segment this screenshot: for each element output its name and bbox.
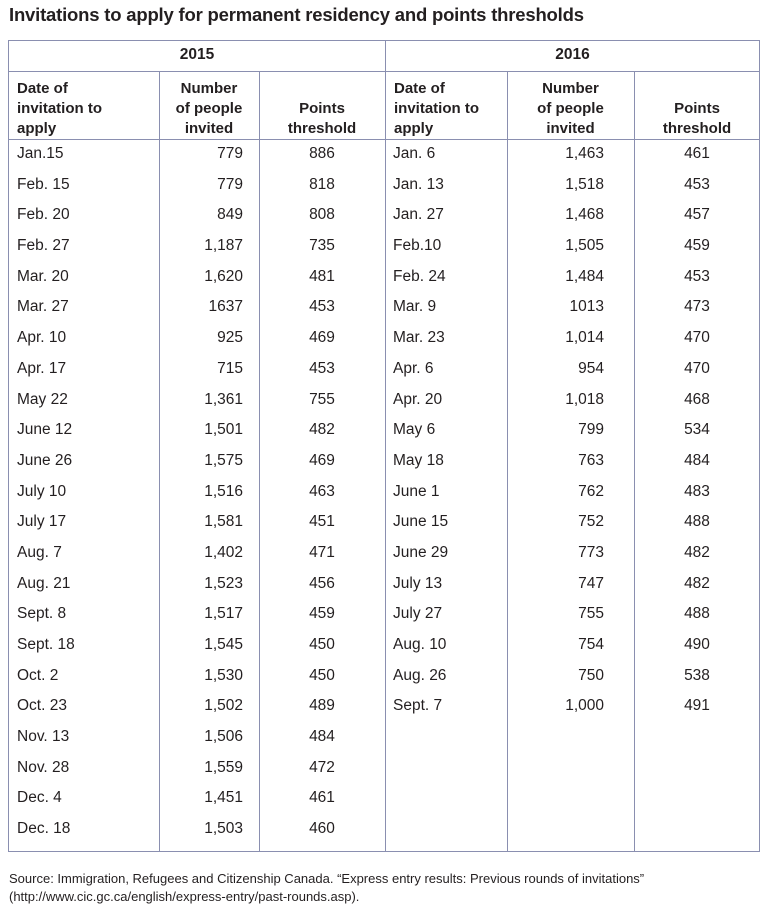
table-row [385,329,760,360]
number-invited-cell: 1,502 [204,697,243,715]
points-threshold-cell: 818 [309,175,335,193]
date-cell: Mar. 27 [17,298,69,316]
date-cell: Mar. 9 [393,298,437,316]
number-invited-cell: 1,516 [204,482,243,500]
table-row [9,206,385,237]
number-invited-cell: 1,575 [204,451,243,469]
date-cell: Mar. 23 [393,329,445,347]
table-row [9,483,385,514]
points-threshold-cell: 808 [309,206,335,224]
header-date-2015 [17,79,157,139]
table-row [385,360,760,391]
number-invited-cell: 779 [217,175,243,193]
date-cell: May 22 [17,390,68,408]
table-row [385,176,760,207]
date-cell: Apr. 17 [17,359,67,377]
header-number-2015 [159,79,259,139]
number-invited-cell: 1,503 [204,820,243,838]
number-invited-cell: 1013 [569,298,604,316]
date-cell: Feb. 15 [17,175,70,193]
date-cell: May 6 [393,421,436,439]
year-header-divider [9,71,759,72]
points-threshold-cell: 489 [309,697,335,715]
date-cell: Dec. 18 [17,820,71,838]
points-threshold-cell: 484 [309,728,335,746]
date-cell: Jan. 27 [393,206,444,224]
points-threshold-cell: 453 [309,298,335,316]
table-row [9,145,385,176]
date-cell: Sept. 8 [17,605,67,623]
table-row [385,206,760,237]
header-line: of people [175,100,243,117]
table-row [9,268,385,299]
header-line: invited [184,120,234,137]
number-invited-cell: 1,018 [565,390,604,408]
date-cell: June 1 [393,482,440,500]
header-line: apply [17,120,57,137]
date-cell: Apr. 10 [17,329,67,347]
number-invited-cell: 1,014 [565,329,604,347]
table-row [9,697,385,728]
points-threshold-cell: 453 [309,359,335,377]
date-cell: Feb.10 [393,237,442,255]
number-invited-cell: 1,468 [565,206,604,224]
table-row [9,544,385,575]
table-row [9,789,385,820]
points-threshold-cell: 484 [684,451,710,469]
source-note: Source: Immigration, Refugees and Citizenship Canada. “Express entry results: Previous rounds of invitations” (http://www.cic.gc.ca/english/express-entry/past-rounds.asp). [9,871,645,904]
number-invited-cell: 750 [578,666,604,684]
number-invited-cell: 1,000 [565,697,604,715]
points-threshold-cell: 481 [309,267,335,285]
table-row [9,820,385,851]
number-invited-cell: 1,506 [204,728,243,746]
date-cell: Sept. 7 [393,697,443,715]
points-threshold-cell: 482 [309,421,335,439]
table-row [385,145,760,176]
date-cell: Feb. 20 [17,206,70,224]
date-cell: Oct. 23 [17,697,67,715]
number-invited-cell: 763 [578,451,604,469]
header-line: threshold [287,120,357,137]
rows-2016 [385,145,760,728]
header-line: Points [674,100,720,117]
year-header-2016: 2016 [555,46,590,63]
points-threshold-cell: 538 [684,666,710,684]
table-row [385,636,760,667]
table-row [9,575,385,606]
points-threshold-cell: 457 [684,206,710,224]
points-threshold-cell: 459 [684,237,710,255]
points-threshold-cell: 483 [684,482,710,500]
table-row [385,513,760,544]
points-threshold-cell: 482 [684,574,710,592]
date-cell: Aug. 26 [393,666,447,684]
table-row [9,759,385,790]
date-cell: May 18 [393,451,444,469]
date-cell: Dec. 4 [17,789,62,807]
table-row [385,268,760,299]
number-invited-cell: 925 [217,329,243,347]
date-cell: Mar. 20 [17,267,69,285]
header-line: threshold [662,120,732,137]
date-cell: June 15 [393,513,449,531]
table-row [385,575,760,606]
header-line: Number [180,80,238,97]
number-invited-cell: 1,361 [204,390,243,408]
date-cell: June 29 [393,543,449,561]
number-invited-cell: 1,559 [204,758,243,776]
number-invited-cell: 954 [578,359,604,377]
number-invited-cell: 1,517 [204,605,243,623]
date-cell: Aug. 21 [17,574,71,592]
points-threshold-cell: 491 [684,697,710,715]
points-threshold-cell: 469 [309,451,335,469]
number-invited-cell: 1,501 [204,421,243,439]
table-row [385,237,760,268]
date-cell: Jan. 6 [393,145,436,162]
header-line: of people [537,100,604,117]
number-invited-cell: 779 [217,145,243,162]
header-line: invitation to [394,100,479,117]
table-row [9,391,385,422]
points-threshold-cell: 463 [309,482,335,500]
points-threshold-cell: 735 [309,237,335,255]
table-row [385,421,760,452]
date-cell: Jan.15 [17,145,64,162]
points-threshold-cell: 450 [309,636,335,653]
points-threshold-cell: 453 [684,267,710,285]
number-invited-cell: 1,484 [565,267,604,285]
table-row [9,237,385,268]
header-line: Date of [394,80,445,97]
date-cell: June 12 [17,421,73,439]
points-threshold-cell: 453 [684,175,710,193]
header-points-2016 [634,79,760,139]
date-cell: July 17 [17,513,67,531]
points-threshold-cell: 472 [309,758,335,776]
table-row [9,329,385,360]
date-cell: Oct. 2 [17,666,59,684]
header-line: Number [542,80,599,97]
rows-2015 [9,145,385,851]
invitations-table [8,40,760,852]
number-invited-cell: 1,518 [565,175,604,193]
number-invited-cell: 1,523 [204,574,243,592]
table-row [9,667,385,698]
table-row [385,391,760,422]
date-cell: Sept. 18 [17,636,75,653]
date-cell: June 26 [17,451,73,469]
points-threshold-cell: 460 [309,820,335,838]
date-cell: July 10 [17,482,67,500]
date-cell: Nov. 28 [17,758,70,776]
number-invited-cell: 849 [217,206,243,224]
date-cell: July 27 [393,605,443,623]
table-row [385,605,760,636]
points-threshold-cell: 471 [309,543,335,561]
points-threshold-cell: 473 [684,298,710,316]
number-invited-cell: 715 [217,359,243,377]
number-invited-cell: 1,530 [204,666,243,684]
column-header-divider [9,139,759,140]
table-row [9,452,385,483]
number-invited-cell: 752 [578,513,604,531]
header-line: apply [394,120,434,137]
header-line: Points [299,100,345,117]
points-threshold-cell: 461 [684,145,710,162]
number-invited-cell: 1,545 [204,636,243,653]
number-invited-cell: 1,581 [204,513,243,531]
header-date-2016 [394,79,506,139]
number-invited-cell: 1,187 [204,237,243,255]
number-invited-cell: 773 [578,543,604,561]
number-invited-cell: 754 [578,636,604,653]
points-threshold-cell: 461 [309,789,335,807]
points-threshold-cell: 451 [309,513,335,531]
header-line: Date of [17,80,68,97]
date-cell: Apr. 6 [393,359,434,377]
points-threshold-cell: 468 [684,390,710,408]
table-title: Invitations to apply for permanent residency and points thresholds [9,4,584,25]
header-number-2016 [507,79,634,139]
date-cell: Feb. 24 [393,267,446,285]
date-cell: Jan. 13 [393,175,444,193]
number-invited-cell: 762 [578,482,604,500]
header-line: invitation to [17,100,102,117]
number-invited-cell: 1,505 [565,237,604,255]
table-row [9,605,385,636]
number-invited-cell: 1,463 [565,145,604,162]
points-threshold-cell: 886 [309,145,335,162]
points-threshold-cell: 488 [684,513,710,531]
table-row [9,728,385,759]
points-threshold-cell: 755 [309,390,335,408]
table-row [385,452,760,483]
table-row [9,298,385,329]
number-invited-cell: 1,402 [204,543,243,561]
table-row [385,544,760,575]
points-threshold-cell: 488 [684,605,710,623]
number-invited-cell: 799 [578,421,604,439]
number-invited-cell: 755 [578,605,604,623]
header-points-2015 [259,79,385,139]
table-row [9,421,385,452]
date-cell: Aug. 7 [17,543,62,561]
number-invited-cell: 1637 [208,298,243,316]
number-invited-cell: 747 [578,574,604,592]
year-header-2015: 2015 [179,46,215,63]
points-threshold-cell: 470 [684,329,710,347]
table-row [385,667,760,698]
date-cell: July 13 [393,574,443,592]
points-threshold-cell: 534 [684,421,710,439]
points-threshold-cell: 482 [684,543,710,561]
table-row [385,697,760,728]
points-threshold-cell: 490 [684,636,710,653]
table-row [385,298,760,329]
date-cell: Feb. 27 [17,237,70,255]
table-row [9,636,385,667]
table-row [9,176,385,207]
table-row [9,360,385,391]
points-threshold-cell: 456 [309,574,335,592]
points-threshold-cell: 469 [309,329,335,347]
number-invited-cell: 1,620 [204,267,243,285]
date-cell: Nov. 13 [17,728,70,746]
table-row [385,483,760,514]
table-row [9,513,385,544]
points-threshold-cell: 450 [309,666,335,684]
date-cell: Apr. 20 [393,390,443,408]
points-threshold-cell: 470 [684,359,710,377]
points-threshold-cell: 459 [309,605,335,623]
number-invited-cell: 1,451 [204,789,243,807]
header-line: invited [546,120,595,137]
date-cell: Aug. 10 [393,636,447,653]
